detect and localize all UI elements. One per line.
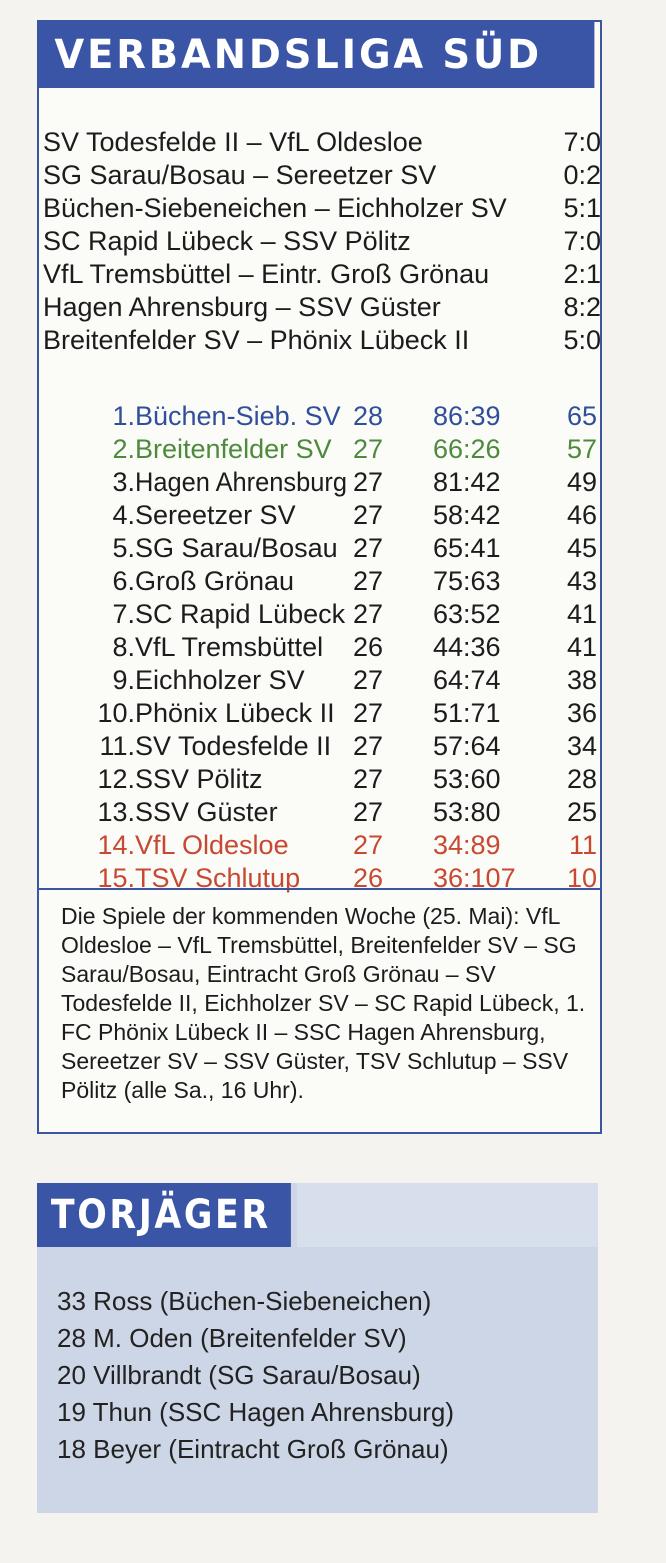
title-band (297, 1183, 598, 1247)
list-item: 33 Ross (Büchen-Siebeneichen) (57, 1286, 432, 1316)
result-score: 5:0 (563, 325, 601, 355)
table-goals: 44:36 (433, 632, 501, 662)
table-team: Sereetzer SV (135, 500, 296, 530)
table-goals: 64:74 (433, 665, 501, 695)
table-pos: 4. (112, 500, 135, 530)
table-goals: 53:80 (433, 797, 501, 827)
result-match: Hagen Ahrensburg – SSV Güster (43, 292, 441, 322)
table-pos: 1. (112, 401, 135, 431)
table-row (39, 532, 597, 565)
table-points: 38 (566, 665, 597, 695)
result-match: SV Todesfelde II – VfL Oldesloe (43, 127, 423, 157)
table-points: 25 (566, 797, 597, 827)
table-row (39, 466, 597, 499)
result-match: SG Sarau/Bosau – Sereetzer SV (43, 160, 437, 190)
table-row (39, 829, 597, 862)
verbandsliga-box (37, 20, 602, 1134)
table-games: 28 (353, 401, 384, 431)
table-points: 57 (566, 434, 597, 464)
table-games: 27 (353, 434, 384, 464)
table-team: SG Sarau/Bosau (135, 533, 338, 563)
table-row (39, 862, 597, 895)
table-team: Hagen Ahrensburg (135, 467, 347, 497)
list-item: 28 M. Oden (Breitenfelder SV) (57, 1323, 407, 1353)
table-goals: 36:107 (433, 863, 516, 893)
table-games: 27 (353, 566, 384, 596)
list-item: 20 Villbrandt (SG Sarau/Bosau) (57, 1360, 421, 1390)
table-points: 45 (566, 533, 597, 563)
table-row (39, 763, 597, 796)
table-points: 41 (566, 632, 597, 662)
table-pos: 12. (97, 764, 135, 794)
table-row (39, 796, 597, 829)
table-points: 36 (566, 698, 597, 728)
table-pos: 8. (112, 632, 135, 662)
upcoming-fixtures-note: Die Spiele der kommenden Woche (25. Mai): VfL Oldesloe – VfL Tremsbüttel, Breitenfelder SV – SG Sarau/Bosau, Eintracht Groß Grönau – SV Todesfelde II, Eichholzer SV – SC Rapid Lübeck, 1. FC Phönix Lübeck II – SSC Hagen Ahrensburg, Sereetzer SV – SSV Güster, TSV Schlutup – SSV Pölitz (alle Sa., 16 Uhr). (61, 903, 586, 1103)
result-score: 5:1 (563, 193, 601, 223)
table-points: 43 (566, 566, 597, 596)
table-games: 26 (353, 632, 384, 662)
table-pos: 15. (97, 863, 135, 893)
table-points: 46 (566, 500, 597, 530)
standings-table (39, 400, 597, 895)
table-team: Groß Grönau (135, 566, 295, 596)
list-item: 18 Beyer (Eintracht Groß Grönau) (57, 1434, 449, 1464)
table-row (39, 565, 597, 598)
table-team: Büchen-Sieb. SV (135, 401, 341, 431)
table-pos: 7. (112, 599, 135, 629)
divider (39, 888, 600, 890)
list-item: 19 Thun (SSC Hagen Ahrensburg) (57, 1397, 454, 1427)
table-team: VfL Tremsbüttel (135, 632, 324, 662)
table-games: 27 (353, 665, 384, 695)
table-goals: 34:89 (433, 830, 501, 860)
table-goals: 57:64 (433, 731, 501, 761)
table-goals: 58:42 (433, 500, 501, 530)
table-pos: 2. (112, 434, 135, 464)
table-games: 27 (353, 467, 384, 497)
results-list (43, 126, 601, 357)
table-pos: 10. (97, 698, 135, 728)
table-games: 27 (353, 830, 384, 860)
table-pos: 14. (97, 830, 135, 860)
table-goals: 75:63 (433, 566, 501, 596)
result-score: 8:2 (563, 292, 601, 322)
table-points: 10 (566, 863, 597, 893)
table-games: 27 (353, 698, 384, 728)
table-team: Breitenfelder SV (135, 434, 332, 464)
table-row (39, 697, 597, 730)
table-row (39, 499, 597, 532)
result-row (43, 192, 601, 225)
table-team: SV Todesfelde II (135, 731, 332, 761)
table-row (39, 433, 597, 466)
scorers-title: TORJÄGER (37, 1183, 291, 1247)
table-goals: 81:42 (433, 467, 501, 497)
torjaeger-box (37, 1183, 598, 1513)
table-pos: 11. (99, 731, 135, 761)
table-pos: 13. (97, 797, 135, 827)
table-row (39, 598, 597, 631)
table-points: 41 (566, 599, 597, 629)
table-row (39, 631, 597, 664)
table-pos: 9. (112, 665, 135, 695)
result-row (43, 159, 601, 192)
table-games: 27 (353, 764, 384, 794)
result-row (43, 126, 601, 159)
table-points: 34 (566, 731, 597, 761)
result-row (43, 225, 601, 258)
table-goals: 86:39 (433, 401, 501, 431)
result-match: SC Rapid Lübeck – SSV Pölitz (43, 226, 411, 256)
table-team: SSV Pölitz (135, 764, 263, 794)
table-games: 27 (353, 731, 384, 761)
table-games: 27 (353, 797, 384, 827)
table-goals: 63:52 (433, 599, 501, 629)
table-team: SC Rapid Lübeck (135, 599, 346, 629)
table-games: 27 (353, 500, 384, 530)
table-points: 11 (568, 830, 597, 860)
table-games: 27 (353, 599, 384, 629)
table-team: SSV Güster (135, 797, 278, 827)
table-games: 27 (353, 533, 384, 563)
table-goals: 66:26 (433, 434, 501, 464)
result-score: 7:0 (563, 127, 601, 157)
table-games: 26 (353, 863, 384, 893)
table-goals: 65:41 (433, 533, 501, 563)
result-match: Büchen-Siebeneichen – Eichholzer SV (43, 193, 507, 223)
table-row (39, 664, 597, 697)
table-team: VfL Oldesloe (135, 830, 289, 860)
table-team: TSV Schlutup (135, 863, 301, 893)
result-match: Breitenfelder SV – Phönix Lübeck II (43, 325, 470, 355)
league-title: VERBANDSLIGA SÜD (39, 22, 594, 88)
result-row (43, 258, 601, 291)
scorers-list (57, 1283, 454, 1468)
table-team: Eichholzer SV (135, 665, 305, 695)
table-points: 28 (566, 764, 597, 794)
result-row (43, 324, 601, 357)
table-team: Phönix Lübeck II (135, 698, 335, 728)
table-points: 49 (566, 467, 597, 497)
table-pos: 6. (112, 566, 135, 596)
table-goals: 51:71 (433, 698, 501, 728)
result-match: VfL Tremsbüttel – Eintr. Groß Grönau (43, 259, 490, 289)
table-points: 65 (566, 401, 597, 431)
table-pos: 3. (112, 467, 135, 497)
result-score: 0:2 (563, 160, 601, 190)
table-row (39, 400, 597, 433)
result-score: 7:0 (563, 226, 601, 256)
table-pos: 5. (112, 533, 135, 563)
result-score: 2:1 (563, 259, 601, 289)
result-row (43, 291, 601, 324)
table-row (39, 730, 597, 763)
table-goals: 53:60 (433, 764, 501, 794)
